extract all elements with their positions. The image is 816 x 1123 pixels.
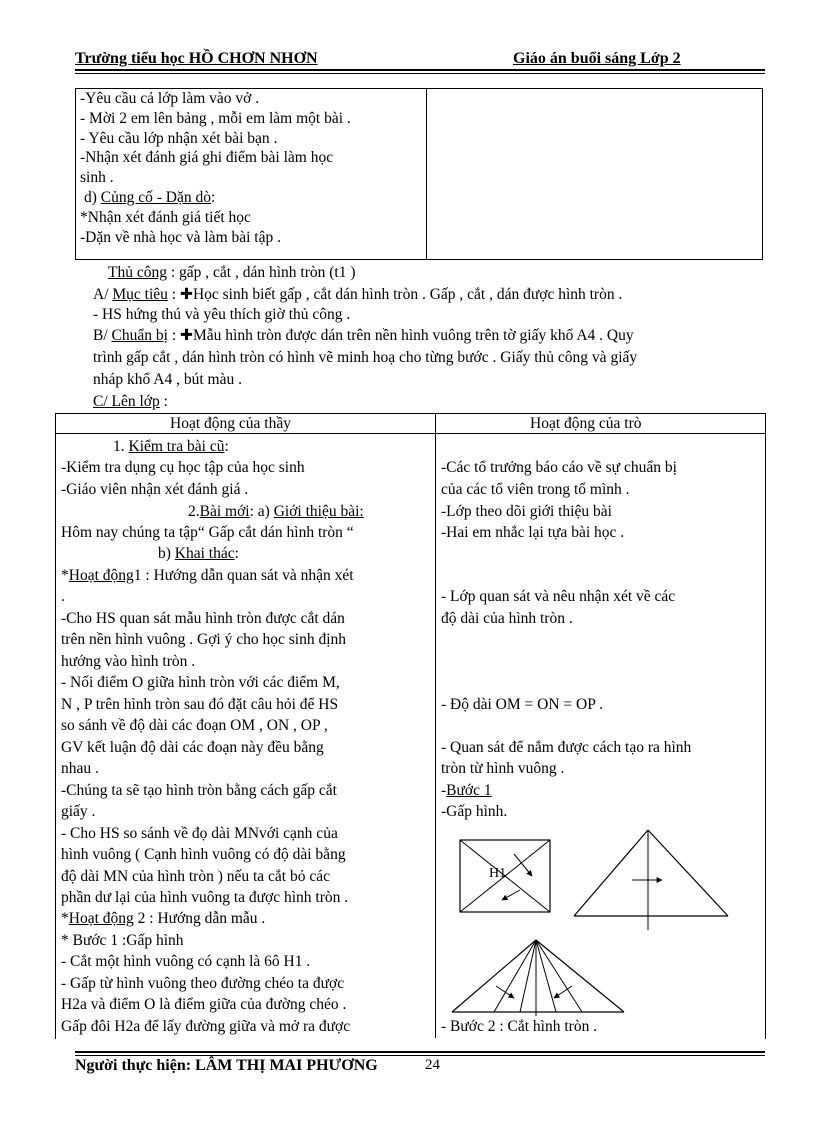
objective-label: Mục tiêu [112,286,168,303]
teacher-line: - Cho HS so sánh về đọ dài MNvới cạnh của [61,825,338,842]
bullet: * [61,910,69,927]
teacher-line: trên nền hình vuông . Gợi ý cho học sinh định [61,631,347,648]
header-school: Trường tiểu học HỒ CHƠN NHƠN [75,50,318,67]
teacher-line: -Chúng ta sẽ tạo hình tròn bằng cách gấp cắt [61,782,337,799]
top-line: -Dặn về nhà học và làm bài tập . [80,228,281,246]
student-line: - Độ dài OM = ON = OP . [441,696,604,713]
header-lesson-plan: Giáo án buổi sáng Lớp 2 [513,50,681,67]
footer-rule-thin [75,1055,765,1056]
teacher-line: . [61,588,65,605]
prep-line-3: nháp khổ A4 , bút màu . [93,371,242,388]
student-line: - Lớp quan sát và nêu nhận xét về các [441,588,676,605]
prep-line-2: trình gấp cắt , dán hình tròn có hình vẽ minh hoạ cho từng bước . Giấy thủ công và giấy [93,349,638,366]
folding-diagram [436,820,764,1020]
teacher-line: nhau . [61,760,99,777]
teacher-line: so sánh về độ dài các đoạn OM , ON , OP , [61,717,328,734]
top-table-left-cell [76,89,427,260]
bullet: * [61,567,69,584]
teacher-line: * Bước 1 :Gấp hình [61,932,184,949]
student-line: -Lớp theo dõi giới thiệu bài [441,503,612,520]
prep-line [93,326,634,345]
teacher-line: giấy . [61,803,96,820]
top-line: *Nhận xét đánh giá tiết học [80,208,251,226]
objective-text: : ✚Học sinh biết gấp , cắt dán hình tròn . Gấp , cắt , dán được hình tròn . [167,286,623,303]
section-old-lesson [113,437,229,456]
activity-text: 1 : Hướng dẫn quan sát và nhận xét [133,567,354,584]
figure-h1-label: H1 [489,866,507,881]
activity-text: 2 : Hướng dẫn mẫu . [133,910,266,927]
teacher-line: -Kiểm tra dụng cụ học tập của học sinh [61,459,305,476]
subject-label: Thủ công [108,264,167,281]
activity-label: Hoạt động [68,910,134,927]
teacher-line: N , P trên hình tròn sau đó đặt câu hỏi để HS [61,696,339,713]
section-sub: : a) [249,503,274,520]
teacher-line: phần dư lại của hình vuông ta được hình tròn . [61,889,349,906]
student-line: - Quan sát để nắm được cách tạo ra hình [441,739,692,756]
teacher-line: GV kết luận độ dài các đoạn này đều bằng [61,739,324,756]
prep-text: : ✚Mẫu hình tròn được dán trên nền hình vuông trên tờ giấy khổ A4 . Quy [167,327,634,344]
page-number: 24 [425,1057,440,1073]
objective-line-2: - HS hứng thú và yêu thích giờ thủ công . [93,306,351,323]
section-sub: b) [158,545,175,562]
top-line: - Mời 2 em lên bảng , mỗi em làm một bài . [80,109,351,127]
student-line: tròn từ hình vuông . [441,760,565,777]
step-label: Bước 1 [446,782,492,799]
teacher-line: Hôm nay chúng ta tập“ Gấp cắt dán hình tròn “ [61,524,354,541]
activity-1-heading [61,566,354,585]
procedure-label: C/ Lên lớp [93,393,160,410]
student-line: của các tổ viên trong tổ mình . [441,481,630,498]
top-line: sinh . [80,169,114,187]
student-line: độ dài của hình tròn . [441,610,573,627]
dash: - [441,782,447,799]
prep-label: Chuẩn bị [111,327,168,344]
activity-2-heading [61,909,265,928]
top-table [75,88,763,260]
top-line: - Yêu cầu lớp nhận xét bài bạn . [80,129,278,147]
procedure-colon: : [159,393,168,410]
section-label: Khai thác [174,545,235,562]
col-header-student: Hoạt động của trò [530,415,642,432]
section-sub-label: Giới thiệu bài: [273,503,364,520]
teacher-line: hướng vào hình tròn . [61,653,196,670]
student-line: -Hai em nhắc lại tựa bài học . [441,524,625,541]
teacher-line: - Gấp từ hình vuông theo đường chéo ta được [61,975,345,992]
footer-rule [75,1051,765,1053]
section-colon: : [224,438,229,455]
cung-co-label: Củng cố - Dặn dò [100,188,211,206]
footer-author: Người thực hiện: LÂM THỊ MAI PHƯƠNG [75,1057,378,1074]
fan-fold-figure [452,940,624,1016]
teacher-line: - Nối điểm O giữa hình tròn với các điểm M, [61,674,340,691]
main-table-header-rule [55,433,765,434]
teacher-line: H2a và điểm O là điểm giữa của đường chéo . [61,996,347,1013]
top-table-right-cell [427,89,763,260]
section-new-lesson [188,502,364,521]
top-line-cung-co: d) Củng cố - Dặn dò: [84,188,216,206]
header-rule-thin [75,73,765,74]
teacher-line: độ dài MN của hình tròn ) nếu ta cắt bỏ các [61,868,331,885]
header-rule [75,69,765,71]
subject-title: : gấp , cắt , dán hình tròn (t1 ) [166,264,356,281]
section-label: Kiểm tra bài cũ [128,438,225,455]
teacher-line: -Giáo viên nhận xét đánh giá . [61,481,249,498]
teacher-line: -Cho HS quan sát mẫu hình tròn được cắt dán [61,610,345,627]
subject-line [108,263,356,282]
student-line: -Các tổ trưởng báo cáo về sự chuẩn bị [441,459,677,476]
section-number: 1. [113,438,129,455]
prep-prefix: B/ [93,327,112,344]
teacher-line: Gấp đôi H2a để lấy đường giữa và mở ra được [61,1018,351,1035]
student-line: -Gấp hình. [441,803,508,820]
objective-line [93,285,622,304]
objective-prefix: A/ [93,286,113,303]
student-step-1 [441,781,492,800]
teacher-line: - Cắt một hình vuông có cạnh là 6ô H1 . [61,953,311,970]
col-header-teacher: Hoạt động của thầy [170,415,291,432]
student-line: - Bước 2 : Cắt hình tròn . [441,1018,598,1035]
procedure-line [93,392,168,411]
activity-label: Hoạt động [68,567,134,584]
section-number: 2. [188,503,200,520]
triangle-figure-h2a [574,830,728,930]
section-label: Bài mới [199,503,250,520]
section-colon: : [234,545,239,562]
teacher-line: hình vuông ( Cạnh hình vuông có độ dài bằng [61,846,346,863]
top-line: -Nhận xét đánh giá ghi điểm bài làm học [80,149,334,167]
section-explore [158,544,239,563]
top-line: -Yêu cầu cả lớp làm vào vở . [80,90,260,107]
